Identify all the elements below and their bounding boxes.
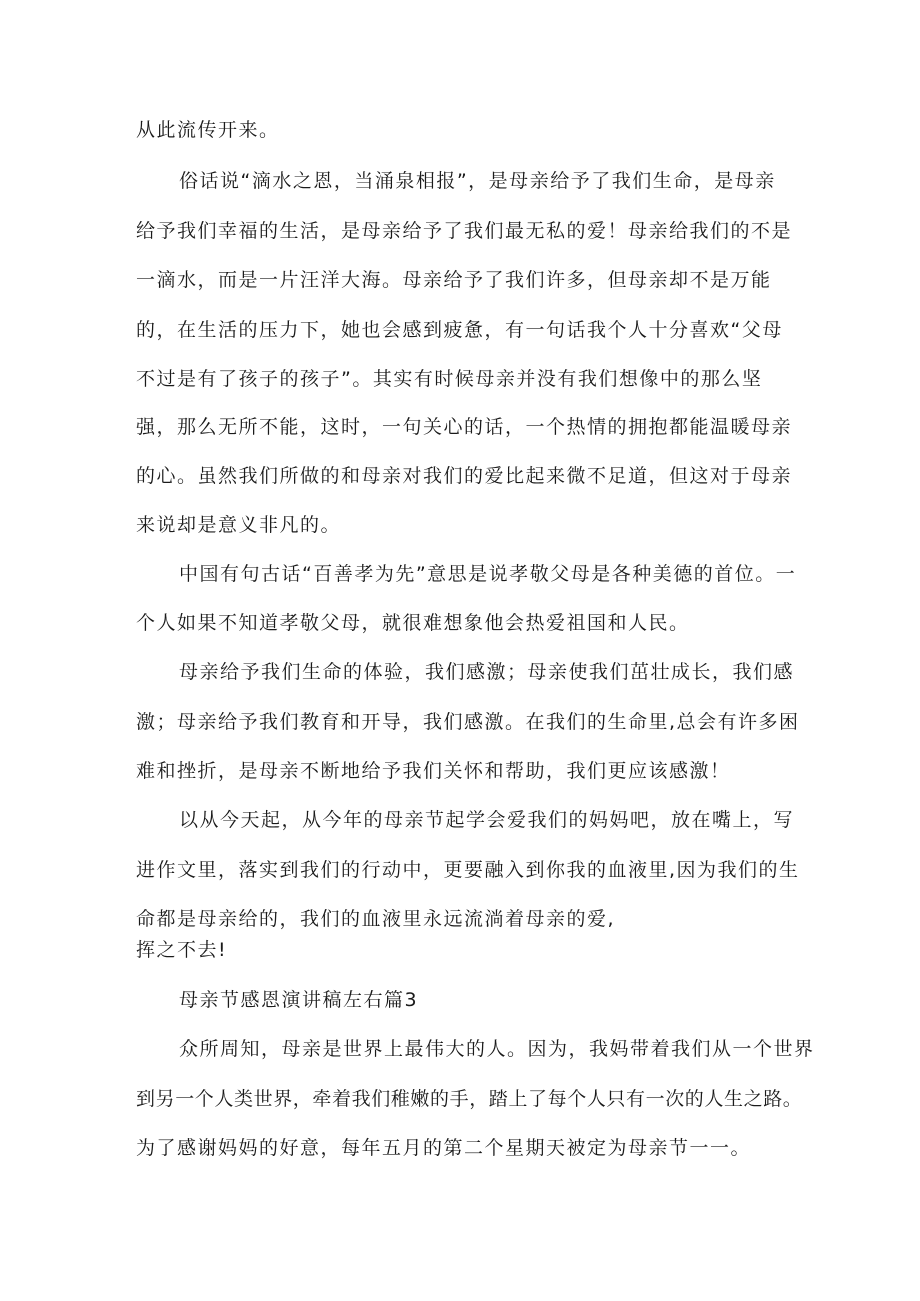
text-line: 难和挫折，是母亲不断地给予我们关怀和帮助，我们更应该感激！ — [136, 760, 731, 782]
text-line: 的，在生活的压力下，她也会感到疲惫，有一句话我个人十分喜欢“父母 — [136, 319, 783, 341]
text-line: 给予我们幸福的生活，是母亲给予了我们最无私的爱！母亲给我们的不是 — [136, 220, 793, 242]
text-line: 的心。虽然我们所做的和母亲对我们的爱比起来微不足道，但这对于母亲 — [136, 465, 793, 487]
section-heading: 母亲节感恩演讲稿左右篇3 — [179, 989, 419, 1011]
paragraph-first-line: 众所周知，母亲是世界上最伟大的人。因为，我妈带着我们从一个世界 — [179, 1038, 815, 1060]
paragraph-first-line: 母亲给予我们生命的体验，我们感激；母亲使我们茁壮成长，我们感 — [179, 661, 795, 683]
text-line: 个人如果不知道孝敬父母，就很难想象他会热爱祖国和人民。 — [136, 612, 690, 634]
paragraph-first-line: 俗话说“滴水之恩，当涌泉相报”，是母亲给予了我们生命，是母亲 — [179, 170, 776, 192]
paragraph-first-line: 中国有句古话“百善孝为先”意思是说孝敬父母是各种美德的首位。一 — [179, 563, 797, 585]
text-line: 从此流传开来。 — [136, 119, 280, 141]
text-line: 不过是有了孩子的孩子”。其实有时候母亲并没有我们想像中的那么坚 — [136, 368, 763, 390]
text-line: 一滴水，而是一片汪洋大海。母亲给予了我们许多，但母亲却不是万能 — [136, 269, 772, 291]
text-line: 为了感谢妈妈的好意，每年五月的第二个星期天被定为母亲节一一。 — [136, 1137, 752, 1159]
text-line: 进作文里，落实到我们的行动中，更要融入到你我的血液里,因为我们的生 — [136, 859, 800, 881]
text-line: 来说却是意义非凡的。 — [136, 514, 342, 536]
paragraph-first-line: 以从今天起，从今年的母亲节起学会爱我们的妈妈吧，放在嘴上，写 — [179, 809, 795, 831]
text-line: 激；母亲给予我们教育和开导，我们感激。在我们的生命里,总会有许多困 — [136, 711, 800, 733]
text-line: 挥之不去! — [136, 939, 228, 961]
text-line: 命都是母亲给的，我们的血液里永远流淌着母亲的爱, — [136, 908, 616, 930]
text-line: 强，那么无所不能，这时，一句关心的话，一个热情的拥抱都能温暖母亲 — [136, 416, 793, 438]
text-line: 到另一个人类世界，牵着我们稚嫩的手，踏上了每个人只有一次的人生之路。 — [136, 1088, 803, 1110]
